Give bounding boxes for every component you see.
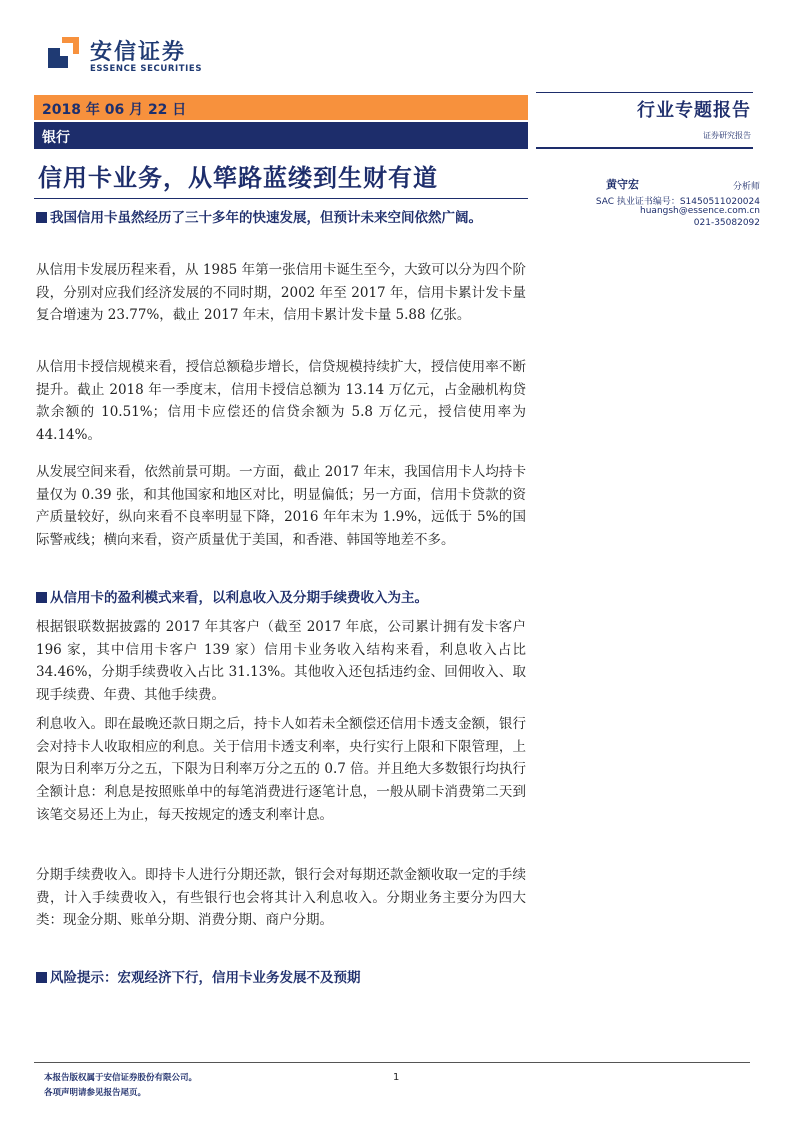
divider (34, 198, 528, 199)
paragraph: 从信用卡授信规模来看，授信总额稳步增长，信贷规模持续扩大，授信使用率不断提升。截止 2018 年一季度末，信用卡授信总额为 13.14 万亿元，占金融机构贷款余额的 10.51%；信用卡应偿还的信贷余额为 5.8 万亿元，授信使用率为 44.14%。 (36, 359, 526, 444)
logo-mark-icon (44, 36, 80, 72)
company-logo (44, 34, 204, 80)
page-title: 信用卡业务，从筚路蓝缕到生财有道 (38, 164, 438, 192)
divider (536, 92, 753, 93)
paragraph: 分期手续费收入。即持卡人进行分期还款，银行会对每期还款金额收取一定的手续费，计入手续费收入，有些银行也会将其计入利息收入。分期业务主要分为四大类：现金分期、账单分期、消费分期、商户分期。 (36, 867, 526, 929)
paragraph: 根据银联数据披露的 2017 年其客户（截至 2017 年底，公司累计拥有发卡客户 196 家，其中信用卡客户 139 家）信用卡业务收入结构来看，利息收入占比 34.46%，分期手续费收入占比 31.13%。其他收入还包括违约金、回佣收入、取现手续费、年费、其他手续费。 (36, 619, 526, 704)
report-category: 银行 (42, 130, 70, 146)
paragraph: 利息收入。即在最晚还款日期之后，持卡人如若未全额偿还信用卡透支金额，银行会对持卡人收取相应的利息。关于信用卡透支利率，央行实行上限和下限管理，上限为日利率万分之五，下限为日利率万分之五的 0.7 倍。并且绝大多数银行均执行全额计息：利息是按照账单中的每笔消费进行逐笔计息，一般从刷卡消费第二天到该笔交易还上为止，每天按规定的透支利率计息。 (36, 716, 526, 823)
analyst-phone: 021-35082092 (693, 218, 760, 228)
section-heading (36, 207, 528, 229)
analyst-sac: SAC 执业证书编号：S1450511020024 (595, 197, 760, 207)
analyst-role: 分析师 (732, 182, 760, 192)
section-heading-text: 风险提示：宏观经济下行，信用卡业务发展不及预期 (50, 970, 361, 986)
paragraph: 从信用卡发展历程来看，从 1985 年第一张信用卡诞生至今，大致可以分为四个阶段，分别对应我们经济发展的不同时期，2002 年至 2017 年，信用卡累计发卡量复合增速为 23.77%，截止 2017 年末，信用卡累计发卡量 5.88 亿张。 (36, 262, 526, 324)
footer-disclaimer: 各项声明请参见报告尾页。 (44, 1088, 147, 1098)
section-heading (36, 967, 528, 989)
report-subtype: 证券研究报告 (703, 131, 751, 140)
paragraph: 从发展空间来看，依然前景可期。一方面，截止 2017 年末，我国信用卡人均持卡量仅为 0.39 张，和其他国家和地区对比，明显偏低；另一方面，信用卡贷款的资产质量较好，纵向来看不良率明显下降，2016 年年末为 1.9%，远低于 5%的国际警戒线；横向来看，资产质量优于美国，和香港、韩国等地差不多。 (36, 464, 526, 549)
bullet-square-icon (36, 592, 47, 603)
date-bar (34, 95, 528, 120)
section-heading (36, 587, 528, 609)
report-type: 行业专题报告 (637, 100, 751, 121)
page-number: 1 (393, 1072, 400, 1083)
bullet-square-icon (36, 212, 47, 223)
bullet-square-icon (36, 972, 47, 983)
divider (536, 147, 753, 149)
analyst-email[interactable]: huangsh@essence.com.cn (640, 206, 760, 216)
category-bar (34, 122, 528, 149)
section-heading-text: 我国信用卡虽然经历了三十多年的快速发展，但预计未来空间依然广阔。 (50, 210, 482, 226)
analyst-name: 黄守宏 (606, 178, 639, 191)
footer-divider (34, 1062, 750, 1063)
report-date: 2018 年 06 月 22 日 (42, 102, 187, 118)
section-heading-text: 从信用卡的盈利模式来看，以利息收入及分期手续费收入为主。 (50, 590, 428, 606)
logo-cn-text: 安信证券 (90, 40, 187, 65)
footer-copyright: 本报告版权属于安信证券股份有限公司。 (44, 1073, 198, 1083)
logo-en-text: ESSENCE SECURITIES (90, 64, 203, 74)
